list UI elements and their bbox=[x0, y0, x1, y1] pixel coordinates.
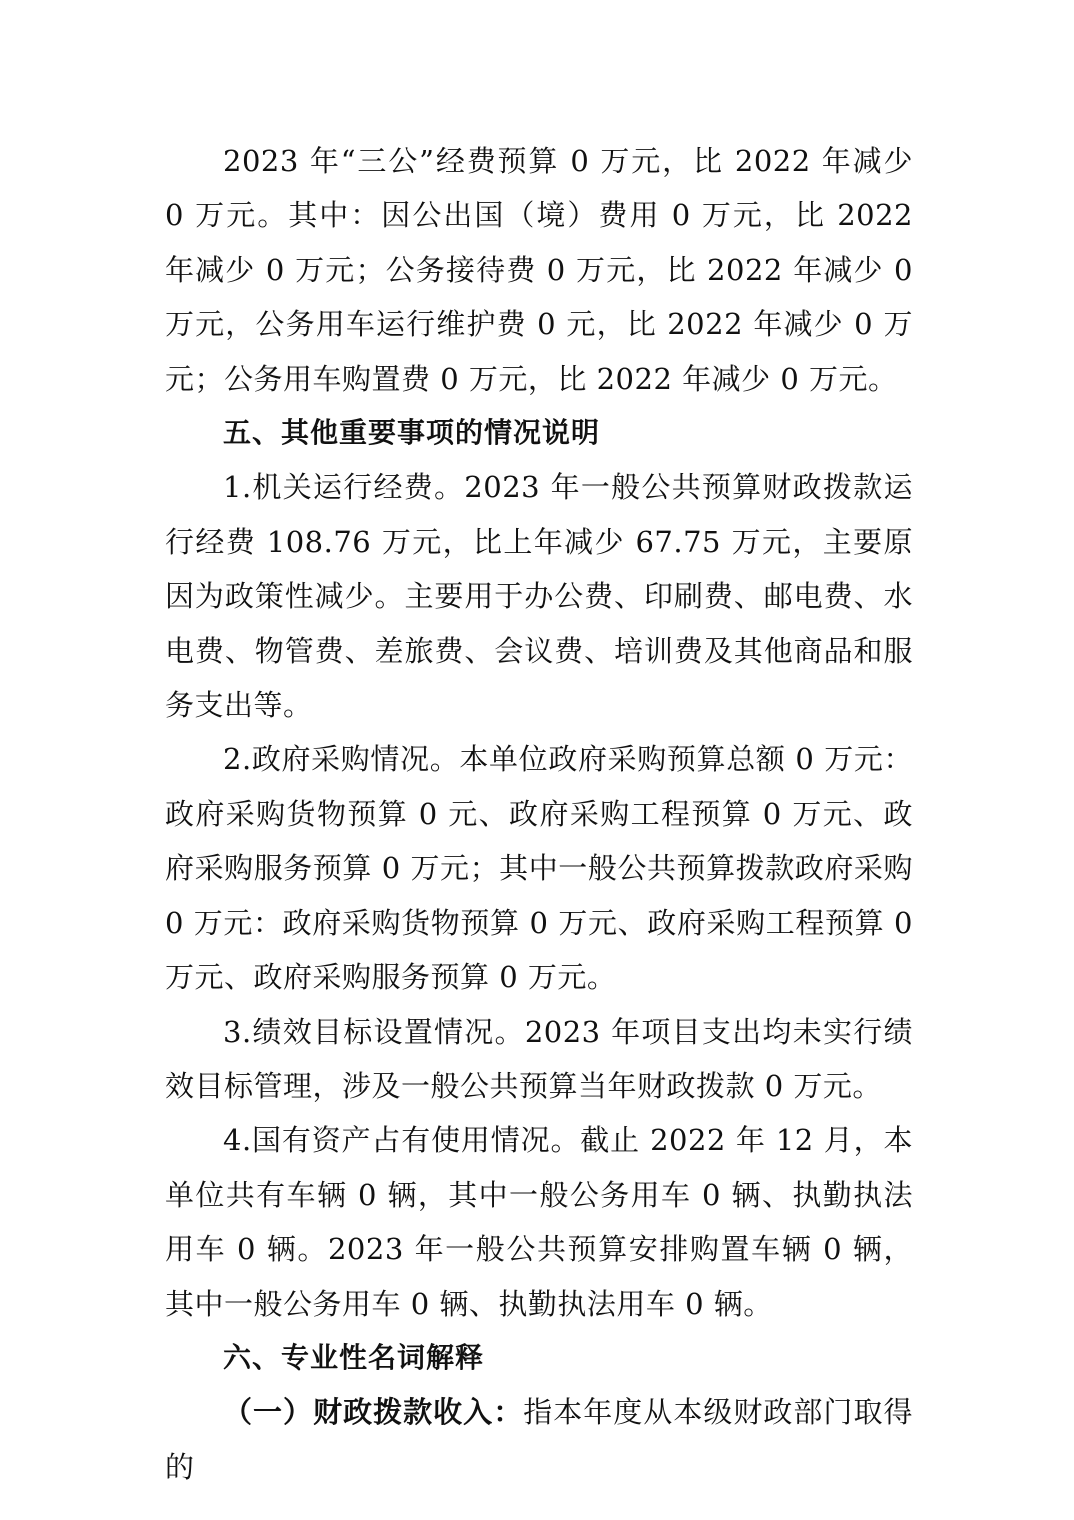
document-body bbox=[165, 134, 913, 1494]
paragraph-government-procurement: 2.政府采购情况。本单位政府采购预算总额 0 万元：政府采购货物预算 0 元、政府采购工程预算 0 万元、政府采购服务预算 0 万元；其中一般公共预算拨款政府采购 0 万元：政府采购货物预算 0 万元、政府采购工程预算 0 万元、政府采购服务预算 0 万元。 bbox=[165, 742, 913, 995]
paragraph-performance-targets: 3.绩效目标设置情况。2023 年项目支出均未实行绩效目标管理，涉及一般公共预算当年财政拨款 0 万元。 bbox=[165, 1014, 913, 1103]
paragraph-three-public-budget: 2023 年“三公”经费预算 0 万元，比 2022 年减少 0 万元。其中：因公出国（境）费用 0 万元，比 2022 年减少 0 万元；公务接待费 0 万元，比 2022 年减少 0 万元，公务用车运行维护费 0 元，比 2022 年减少 0 万元；公务用车购置费 0 万元，比 2022 年减少 0 万元。 bbox=[165, 144, 913, 396]
term-label: （一）财政拨款收入： bbox=[223, 1395, 524, 1430]
section-heading-six: 六、专业性名词解释 bbox=[223, 1340, 485, 1374]
section-heading-five: 五、其他重要事项的情况说明 bbox=[223, 416, 601, 450]
paragraph-operating-expenses: 1.机关运行经费。2023 年一般公共预算财政拨款运行经费 108.76 万元，比上年减少 67.75 万元，主要原因为政策性减少。主要用于办公费、印刷费、邮电费、水电费、物管费、差旅费、会议费、培训费及其他商品和服务支出等。 bbox=[165, 470, 913, 723]
paragraph-fiscal-appropriation-income bbox=[165, 1385, 913, 1494]
paragraph-state-assets: 4.国有资产占有使用情况。截止 2022 年 12 月，本单位共有车辆 0 辆，其中一般公务用车 0 辆、执勤执法用车 0 辆。2023 年一般公共预算安排购置车辆 0 辆，其中一般公务用车 0 辆、执勤执法用车 0 辆。 bbox=[165, 1123, 913, 1321]
term-definition: 指本年度从本级财政部门取得的 bbox=[165, 1395, 913, 1484]
